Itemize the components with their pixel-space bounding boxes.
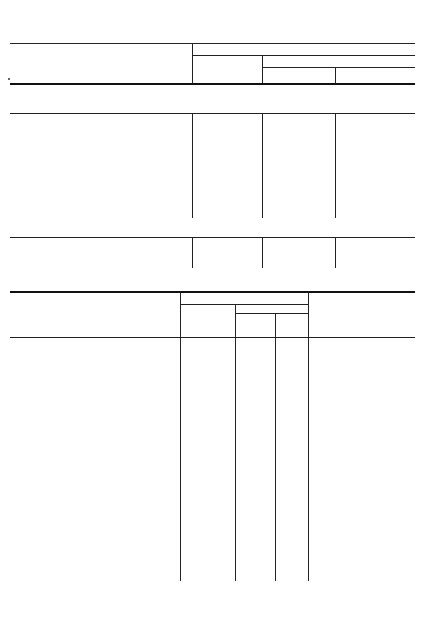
- page-speck: [8, 78, 10, 80]
